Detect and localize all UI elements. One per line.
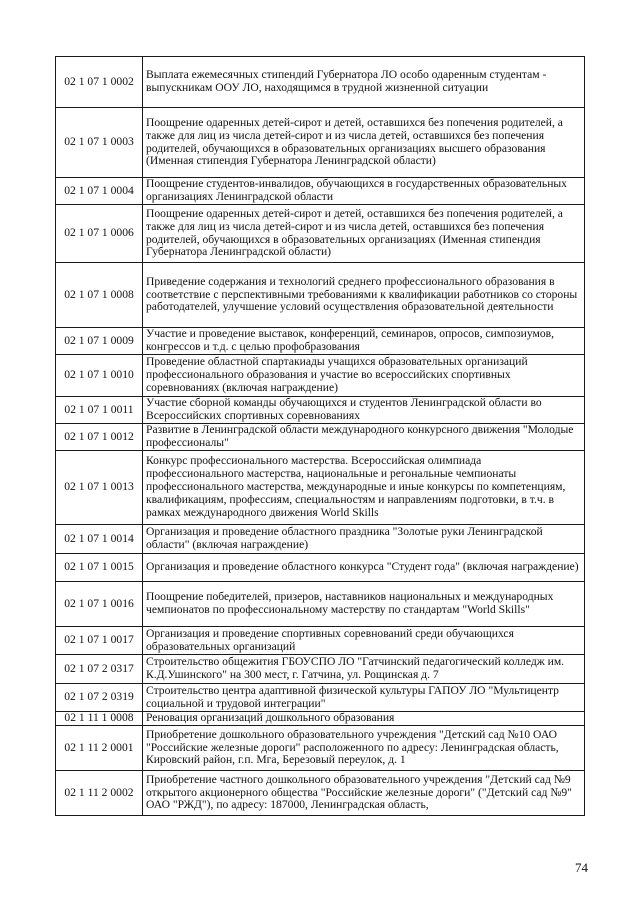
expense-description: Поощрение студентов-инвалидов, обучающихся в государственных образовательных организациях Ленинградской области (143, 178, 585, 205)
table-row (56, 582, 585, 627)
budget-code: 02 1 07 1 0009 (56, 328, 143, 355)
expense-description: Поощрение одаренных детей-сирот и детей, оставшихся без попечения родителей, а также для лиц из числа детей-сирот и из числа детей, оставшихся без попечения родителей, обучающихся в образовательных организациях высшего образования (Именная стипендия Губернатора Ленинградской области) (143, 108, 585, 178)
budget-code: 02 1 07 1 0014 (56, 525, 143, 554)
budget-code: 02 1 07 1 0015 (56, 554, 143, 582)
expense-description: Приобретение частного дошкольного образовательного учреждения "Детский сад №9 открытого акционерного общества "Российские железные дороги" ("Детский сад №9" ОАО "РЖД"), по адресу: 187000, Ленинградская область, (143, 771, 585, 816)
table-row (56, 554, 585, 582)
budget-code: 02 1 07 1 0008 (56, 263, 143, 328)
table-row (56, 108, 585, 178)
budget-code: 02 1 11 1 0008 (56, 712, 143, 726)
budget-code: 02 1 07 1 0011 (56, 397, 143, 424)
page-number: 74 (575, 860, 588, 875)
table-row (56, 397, 585, 424)
table-body (56, 57, 585, 816)
expense-description: Конкурс профессионального мастерства. Всероссийская олимпиада профессионального мастерства, национальные и регональные чемпионаты профессионального мастерства, международные и иные конкурсы по компетенциям, квалификациям, профессиям, специальностям и направлениям подготовки, в т.ч. в рамках международного движения World Skills (143, 451, 585, 525)
budget-code: 02 1 07 1 0003 (56, 108, 143, 178)
table-row (56, 712, 585, 726)
expense-description: Участие и проведение выставок, конференций, семинаров, опросов, симпозиумов, конгрессов и т.д. с целью профобразования (143, 328, 585, 355)
table-row (56, 771, 585, 816)
expense-description: Строительство центра адаптивной физической культуры ГАПОУ ЛО "Мультицентр социальной и трудовой интеграции" (143, 684, 585, 712)
budget-code: 02 1 07 1 0002 (56, 57, 143, 108)
expense-description: Поощрение одаренных детей-сирот и детей, оставшихся без попечения родителей, а также для лиц из числа детей-сирот и из числа детей, оставшихся без попечения родителей, обучающихся в образовательных организациях (Именная стипендия Губернатора Ленинградской области) (143, 205, 585, 263)
budget-code: 02 1 07 1 0017 (56, 627, 143, 655)
expense-description: Поощрение победителей, призеров, наставников национальных и международных чемпионатов по профессиональному мастерству по стандартам "World Skills" (143, 582, 585, 627)
expense-description: Участие сборной команды обучающихся и студентов Ленинградской области во Всероссийских спортивных соревнованиях (143, 397, 585, 424)
budget-code: 02 1 07 1 0016 (56, 582, 143, 627)
table-row (56, 57, 585, 108)
table-row (56, 355, 585, 397)
table-row (56, 451, 585, 525)
budget-code: 02 1 07 1 0004 (56, 178, 143, 205)
table-row (56, 263, 585, 328)
table-row (56, 627, 585, 655)
budget-code: 02 1 11 2 0002 (56, 771, 143, 816)
budget-code: 02 1 07 1 0010 (56, 355, 143, 397)
expense-description: Приведение содержания и технологий среднего профессионального образования в соответствие с перспективными требованиями к квалификации работников со стороны работодателей, улучшение условий осуществления образовательной деятельности (143, 263, 585, 328)
table-row (56, 424, 585, 451)
expense-description: Проведение областной спартакиады учащихся образовательных организаций профессионального образования и участие во всероссийских спортивных соревнованиях (включая награждение) (143, 355, 585, 397)
expense-description: Реновация организаций дошкольного образования (143, 712, 585, 726)
budget-code: 02 1 07 2 0317 (56, 655, 143, 684)
expense-description: Организация и проведение областного конкурса "Студент года" (включая награждение) (143, 554, 585, 582)
budget-code: 02 1 07 1 0006 (56, 205, 143, 263)
budget-code: 02 1 07 1 0012 (56, 424, 143, 451)
table-row (56, 178, 585, 205)
expense-description: Приобретение дошкольного образовательного учреждения "Детский сад №10 ОАО "Российские железные дороги" расположенного по адресу: Ленинградская область, Кировский район, г.п. Мга, Березовый переулок, д. 1 (143, 726, 585, 771)
table-row (56, 205, 585, 263)
expense-description: Организация и проведение областного праздника "Золотые руки Ленинградской области" (включая награждение) (143, 525, 585, 554)
table-row (56, 655, 585, 684)
expense-description: Строительство общежития ГБОУСПО ЛО "Гатчинский педагогический колледж им. К.Д.Ушинского" на 300 мест, г. Гатчина, ул. Рощинская д. 7 (143, 655, 585, 684)
budget-code: 02 1 07 2 0319 (56, 684, 143, 712)
table-row (56, 726, 585, 771)
table-row (56, 684, 585, 712)
expense-description: Выплата ежемесячных стипендий Губернатора ЛО особо одаренным студентам - выпускникам ООУ ЛО, находящимся в трудной жизненной ситуации (143, 57, 585, 108)
table-row (56, 328, 585, 355)
expense-description: Развитие в Ленинградской области международного конкурсного движения "Молодые профессионалы" (143, 424, 585, 451)
expense-description: Организация и проведение спортивных соревнований среди обучающихся образовательных организаций (143, 627, 585, 655)
budget-code: 02 1 11 2 0001 (56, 726, 143, 771)
table-row (56, 525, 585, 554)
budget-classification-table (55, 56, 585, 816)
budget-code: 02 1 07 1 0013 (56, 451, 143, 525)
